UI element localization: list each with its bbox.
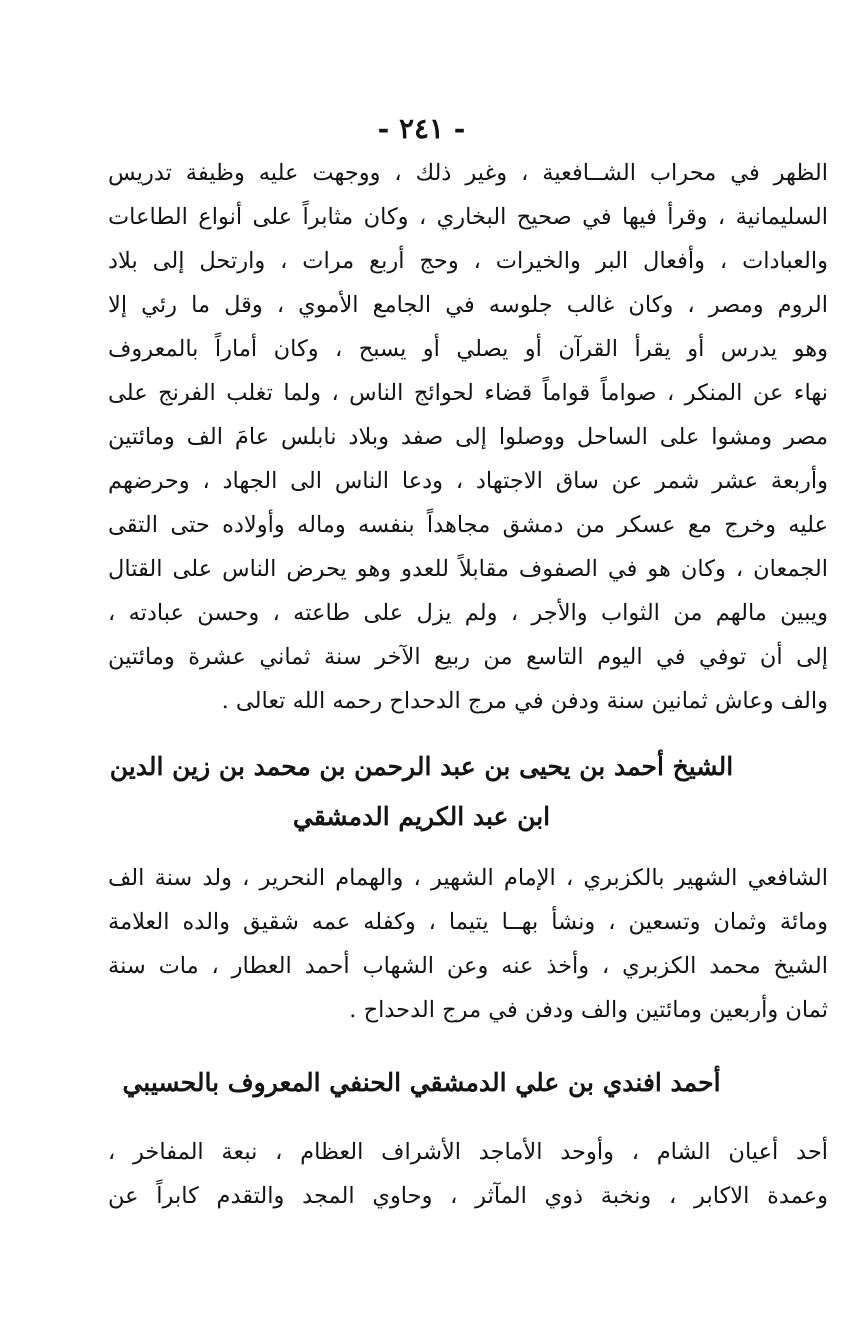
text-line: الشيخ محمد الكزبري ، وأخذ عنه وعن الشهاب أحمد العطار ، مات سنة <box>108 953 828 979</box>
text-line: السليمانية ، وقرأ فيها في صحيح البخاري ، وكان مثابراً على أنواع الطاعات <box>108 204 828 230</box>
paragraph-kuzbari <box>108 856 828 1032</box>
section-heading-kuzbari-line1: الشيخ أحمد بن يحيى بن عبد الرحمن بن محمد بن زين الدين <box>109 752 734 781</box>
text-line: ومائة وثمان وتسعين ، ونشأ بهــا يتيما ، وكفله عمه شقيق والده العلامة <box>108 909 828 935</box>
text-line: وأربعة عشر شمر عن ساق الاجتهاد ، ودعا الناس الى الجهاد ، وحرضهم <box>108 468 828 494</box>
paragraph-husaybi <box>108 1130 828 1218</box>
text-line: نهاء عن المنكر ، صواماً قواماً قضاء لحوائج الناس ، ولما تغلب الفرنج على <box>108 380 828 406</box>
page-number: - ٢٤١ - <box>377 112 466 145</box>
paragraph-biography-continued <box>108 151 828 723</box>
section-heading-kuzbari-line2: ابن عبد الكريم الدمشقي <box>292 802 551 831</box>
text-line: وعمدة الاكابر ، ونخبة ذوي المآثر ، وحاوي المجد والتقدم كابراً عن <box>108 1183 828 1209</box>
text-line: والف وعاش ثمانين سنة ودفن في مرج الدحداح رحمه الله تعالى . <box>221 688 828 714</box>
text-line: إلى أن توفي في اليوم التاسع من ربيع الآخر سنة ثماني عشرة ومائتين <box>108 644 828 670</box>
text-line: أحد أعيان الشام ، وأوحد الأماجد الأشراف العظام ، نبعة المفاخر ، <box>108 1139 828 1165</box>
text-line: ويبين مالهم من الثواب والأجر ، ولم يزل على طاعته ، وحسن عبادته ، <box>108 600 828 626</box>
text-line: وهو يدرس أو يقرأ القرآن أو يصلي أو يسبح ، وكان أماراً بالمعروف <box>108 336 828 362</box>
text-line: الظهر في محراب الشــافعية ، وغير ذلك ، ووجهت عليه وظيفة تدريس <box>108 160 828 186</box>
text-line: الشافعي الشهير بالكزبري ، الإمام الشهير ، والهمام النحرير ، ولد سنة الف <box>108 865 828 891</box>
text-line: عليه وخرج مع عسكر من دمشق مجاهداً بنفسه وماله وأولاده حتى التقى <box>108 512 828 538</box>
section-heading-husaybi: أحمد افندي بن علي الدمشقي الحنفي المعروف بالحسيبي <box>122 1068 721 1097</box>
text-line: والعبادات ، وأفعال البر والخيرات ، وحج أربع مرات ، وارتحل إلى بلاد <box>108 248 828 274</box>
text-line: الجمعان ، وكان هو في الصفوف مقابلاً للعدو وهو يحرض الناس على القتال <box>108 556 828 582</box>
text-line: مصر ومشوا على الساحل ووصلوا إلى صفد وبلاد نابلس عامَ الف ومائتين <box>108 424 828 450</box>
text-line: الروم ومصر ، وكان غالب جلوسه في الجامع الأموي ، وقل ما رئي إلا <box>108 292 828 318</box>
text-line: ثمان وأربعين ومائتين والف ودفن في مرج الدحداح . <box>349 997 828 1023</box>
